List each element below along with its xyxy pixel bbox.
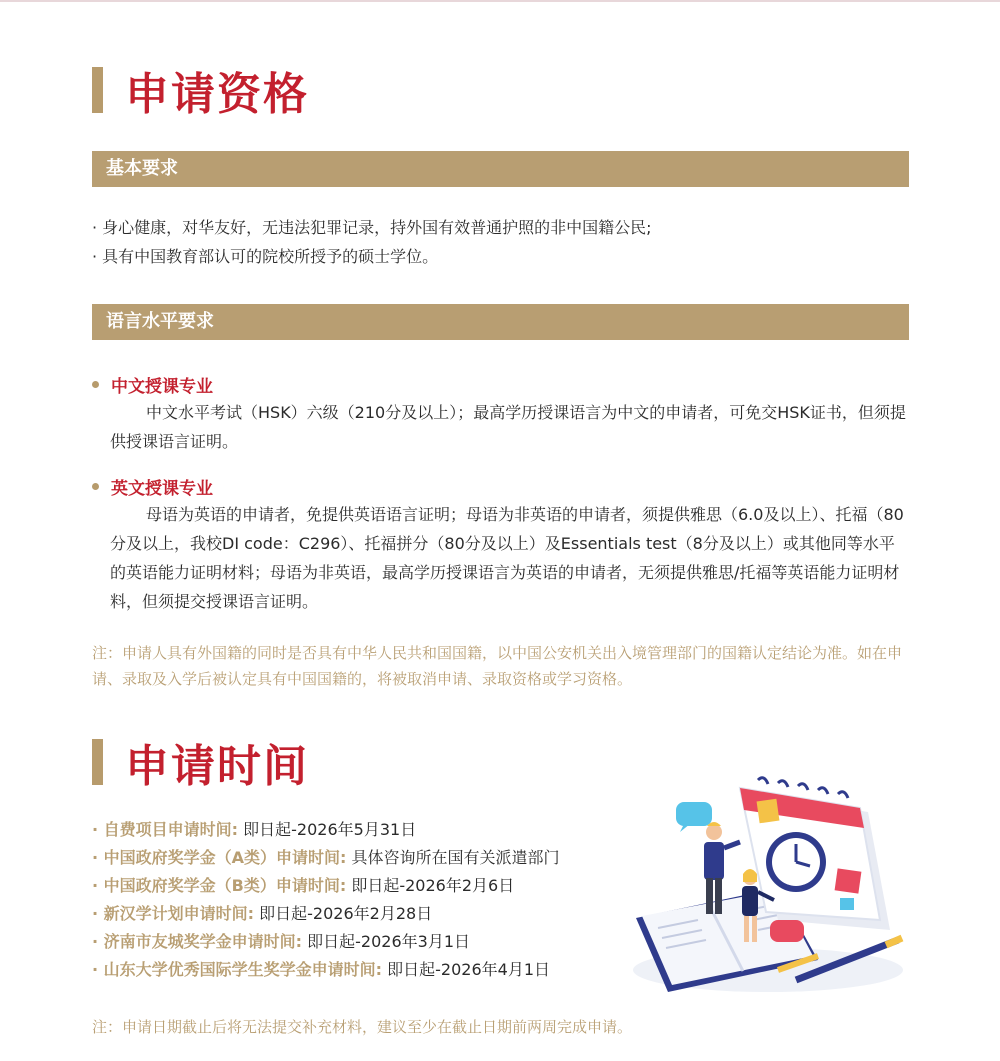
section-title-eligibility bbox=[92, 58, 309, 122]
timeline-value: 具体咨询所在国有关派遣部门 bbox=[351, 848, 560, 867]
chinese-program-text: 中文水平考试（HSK）六级（210分及以上）；最高学历授课语言为中文的申请者，可免交HSK证书，但须提供授课语言证明。 bbox=[110, 403, 906, 451]
timeline-label: · 自费项目申请时间: bbox=[92, 820, 239, 839]
timeline-row bbox=[92, 900, 432, 928]
timeline-label: · 山东大学优秀国际学生奖学金申请时间: bbox=[92, 960, 383, 979]
bullet-dot-icon bbox=[92, 381, 99, 388]
timeline-label: · 新汉学计划申请时间: bbox=[92, 904, 255, 923]
chinese-program-title: 中文授课专业 bbox=[111, 377, 213, 397]
language-requirements-heading: 语言水平要求 bbox=[92, 304, 909, 340]
chinese-program-heading bbox=[92, 372, 213, 397]
title-bar bbox=[92, 739, 103, 785]
timeline-label: · 中国政府奖学金（B类）申请时间: bbox=[92, 876, 347, 895]
section-title-text: 申请资格 bbox=[125, 69, 309, 120]
calendar-meeting-illustration-icon bbox=[628, 770, 918, 1005]
top-divider bbox=[0, 0, 1000, 2]
timeline-row bbox=[92, 872, 514, 900]
english-program-text: 母语为英语的申请者，免提供英语语言证明；母语为非英语的申请者，须提供雅思（6.0及以上）、托福（80分及以上，我校DI code：C296）、托福拼分（80分及以上）及Essentials test（8分及以上）或其他同等水平的英语能力证明材料；母语为非英语，最高学历授课语言为英语的申请者，无须提供雅思/托福等英语能力证明材料，但须提交授课语言证明。 bbox=[110, 505, 904, 611]
timeline-value: 即日起-2026年4月1日 bbox=[387, 960, 551, 979]
nationality-note: 注：申请人具有外国籍的同时是否具有中华人民共和国国籍，以中国公安机关出入境管理部门的国籍认定结论为准。如在申请、录取及入学后被认定具有中国国籍的，将被取消申请、录取资格或学习资格。 bbox=[92, 644, 903, 688]
english-program-title: 英文授课专业 bbox=[111, 479, 213, 499]
timeline-value: 即日起-2026年3月1日 bbox=[307, 932, 471, 951]
section-title-application-time bbox=[92, 730, 309, 794]
section-title-text: 申请时间 bbox=[125, 741, 309, 792]
timeline-row bbox=[92, 956, 550, 984]
basic-requirements-heading: 基本要求 bbox=[92, 151, 909, 187]
timeline-row bbox=[92, 844, 560, 872]
bullet-dot-icon bbox=[92, 483, 99, 490]
timeline-value: 即日起-2026年5月31日 bbox=[243, 820, 417, 839]
timeline-value: 即日起-2026年2月6日 bbox=[351, 876, 515, 895]
english-program-heading bbox=[92, 474, 213, 499]
timeline-label: · 中国政府奖学金（A类）申请时间: bbox=[92, 848, 347, 867]
title-bar bbox=[92, 67, 103, 113]
basic-requirement-line: · 具有中国教育部认可的院校所授予的硕士学位。 bbox=[92, 247, 439, 266]
timeline-value: 即日起-2026年2月28日 bbox=[259, 904, 433, 923]
basic-requirement-line: · 身心健康，对华友好，无违法犯罪记录，持外国有效普通护照的非中国籍公民; bbox=[92, 218, 652, 237]
timeline-row bbox=[92, 816, 416, 844]
timeline-row bbox=[92, 928, 470, 956]
timeline-label: · 济南市友城奖学金申请时间: bbox=[92, 932, 303, 951]
deadline-note: 注：申请日期截止后将无法提交补充材料，建议至少在截止日期前两周完成申请。 bbox=[92, 1018, 633, 1036]
